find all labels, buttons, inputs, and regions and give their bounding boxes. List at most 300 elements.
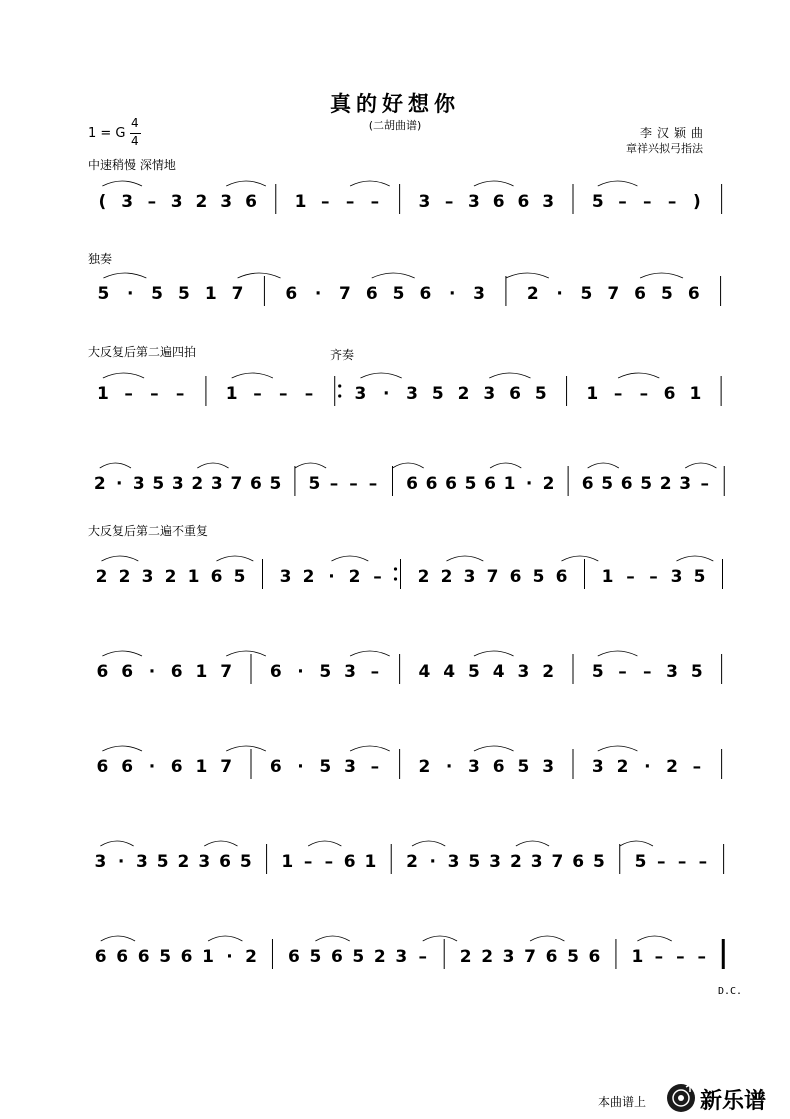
note: 3 (121, 192, 134, 212)
note: 2 (542, 474, 555, 494)
note: 5 (468, 852, 481, 872)
note: · (127, 284, 134, 304)
note: – (345, 192, 355, 212)
note: 4 (418, 662, 431, 682)
score-row-svg (0, 745, 790, 805)
note: 5 (152, 474, 165, 494)
note: 3 (542, 192, 555, 212)
note: 3 (132, 474, 145, 494)
note: · (148, 662, 156, 682)
slur (100, 841, 133, 846)
note: · (148, 757, 156, 777)
note: 2 (164, 567, 177, 587)
note: 2 (659, 474, 672, 494)
note: 4 (492, 662, 505, 682)
time-signature-bottom: 4 (131, 134, 139, 148)
note: 5 (534, 384, 547, 404)
repeat-note-1: 大反复后第二遍四拍 (88, 345, 197, 359)
note: 7 (338, 284, 351, 304)
note: 3 (489, 852, 502, 872)
note: 6 (285, 284, 298, 304)
slur (474, 181, 514, 186)
note: 2 (191, 474, 204, 494)
note: 2 (666, 757, 678, 777)
note: 5 (156, 852, 169, 872)
note: – (368, 474, 378, 494)
brand-logo-icon (666, 1083, 696, 1117)
slur (232, 373, 273, 378)
note: 5 (151, 284, 164, 304)
score-row-svg (0, 372, 790, 432)
note: 6 (121, 662, 134, 682)
note: 2 (302, 567, 315, 587)
score-row-svg (0, 555, 790, 615)
note: – (700, 474, 709, 494)
note: · (383, 384, 390, 404)
note: 3 (171, 474, 184, 494)
note: 3 (210, 474, 223, 494)
score-row-svg (0, 272, 790, 332)
note: 5 (591, 192, 604, 212)
note: 3 (170, 192, 183, 212)
slur (204, 841, 237, 846)
note: 2 (457, 384, 470, 404)
note: 1 (364, 852, 377, 872)
note: · (449, 284, 456, 304)
slur (423, 936, 457, 941)
note: 7 (231, 284, 244, 304)
note: 6 (517, 192, 530, 212)
slur (103, 273, 146, 278)
slur (588, 463, 619, 468)
slur (677, 556, 714, 561)
note: – (370, 757, 380, 777)
note: – (253, 384, 262, 404)
note: 5 (567, 947, 579, 967)
note: 2 (526, 284, 539, 304)
note: 7 (220, 757, 233, 777)
brand-name: 新乐谱 (700, 1089, 767, 1114)
note: 3 (473, 284, 486, 304)
note: 3 (591, 757, 604, 777)
note: 3 (344, 757, 356, 777)
note: – (618, 192, 627, 212)
note: – (418, 947, 427, 967)
score-row (0, 840, 790, 920)
note: 6 (269, 662, 282, 682)
note: 3 (502, 947, 515, 967)
slur (217, 556, 254, 561)
note: 4 (443, 662, 456, 682)
note: 6 (406, 474, 418, 494)
note: 6 (509, 384, 521, 404)
score-row-svg (0, 840, 790, 900)
slur (598, 181, 638, 186)
note: – (654, 947, 664, 967)
slur (102, 556, 139, 561)
slur (226, 651, 266, 656)
note: – (304, 384, 314, 404)
note: 2 (418, 757, 431, 777)
note: · (297, 757, 304, 777)
note: 6 (545, 947, 558, 967)
page-subtitle: (二胡曲谱) (368, 119, 422, 132)
slur (350, 746, 390, 751)
note: 6 (288, 947, 300, 967)
note: 3 (463, 567, 476, 587)
slur (226, 181, 266, 186)
note: 6 (245, 192, 257, 212)
slur (490, 463, 521, 468)
note: 2 (440, 567, 453, 587)
note: – (639, 384, 649, 404)
note: 7 (230, 474, 243, 494)
note: 3 (344, 662, 356, 682)
note: 3 (447, 852, 460, 872)
note: 5 (233, 567, 246, 587)
note: 1 (503, 474, 516, 494)
note: – (613, 384, 623, 404)
slur (308, 841, 341, 846)
slur (474, 651, 514, 656)
note: 6 (121, 757, 134, 777)
note: 2 (542, 662, 555, 682)
note: – (349, 474, 358, 494)
note: 1 (187, 567, 200, 587)
note: 5 (269, 474, 282, 494)
note: · (297, 662, 304, 682)
note: 1 (631, 947, 644, 967)
note: 5 (601, 474, 614, 494)
slur (640, 273, 683, 278)
note: 1 (281, 852, 294, 872)
note: 7 (220, 662, 233, 682)
score-row-svg (0, 935, 790, 995)
note: 6 (137, 947, 150, 967)
note: – (697, 947, 707, 967)
tempo-marking: 中速稍慢 深情地 (88, 158, 176, 172)
slur (506, 273, 549, 278)
slur (103, 373, 144, 378)
note: 3 (395, 947, 408, 967)
note: 6 (484, 474, 496, 494)
note: 6 (634, 284, 647, 304)
note: 5 (593, 852, 605, 872)
note: 5 (309, 947, 322, 967)
note: 6 (269, 757, 282, 777)
note: 5 (580, 284, 593, 304)
slur (350, 181, 390, 186)
note: 5 (693, 567, 706, 587)
note: 6 (170, 757, 183, 777)
note: 2 (245, 947, 257, 967)
note: 3 (418, 192, 431, 212)
note: – (150, 384, 159, 404)
note: 2 (616, 757, 629, 777)
slur (516, 841, 549, 846)
note: 6 (343, 852, 356, 872)
slur (372, 273, 415, 278)
slur (208, 936, 242, 941)
note: – (657, 852, 666, 872)
slur (226, 746, 266, 751)
note: 6 (365, 284, 378, 304)
note: · (226, 947, 233, 967)
note: – (643, 192, 652, 212)
repeat-note-2: 大反复后第二遍不重复 (88, 524, 209, 538)
note: 6 (445, 474, 457, 494)
note: 3 (279, 567, 292, 587)
note: 7 (486, 567, 499, 587)
slur (598, 651, 638, 656)
note: · (445, 757, 453, 777)
note: 6 (620, 474, 633, 494)
note: 2 (95, 567, 108, 587)
note: · (117, 852, 125, 872)
note: – (643, 662, 652, 682)
note: 3 (679, 474, 692, 494)
note: · (644, 757, 651, 777)
note: 1 (601, 567, 614, 587)
note: 6 (419, 284, 432, 304)
note: 3 (670, 567, 683, 587)
note: – (692, 757, 702, 777)
note: 5 (392, 284, 405, 304)
note: – (676, 947, 685, 967)
note: 3 (94, 852, 107, 872)
slur (562, 556, 599, 561)
note: 3 (141, 567, 154, 587)
note: · (116, 474, 123, 494)
note: – (370, 662, 380, 682)
note: 6 (94, 947, 107, 967)
note: 2 (93, 474, 106, 494)
note: 6 (509, 567, 522, 587)
note: 1 (195, 662, 208, 682)
note: · (429, 852, 437, 872)
note: 2 (417, 567, 430, 587)
note: 1 (225, 384, 238, 404)
note: 5 (517, 757, 530, 777)
note: 1 (202, 947, 214, 967)
note: 6 (210, 567, 223, 587)
score-row-svg (0, 180, 790, 240)
note: – (329, 474, 339, 494)
slur (197, 463, 228, 468)
slur (102, 181, 142, 186)
note: 5 (239, 852, 252, 872)
note: 2 (509, 852, 522, 872)
note: 3 (483, 384, 496, 404)
slur (102, 746, 142, 751)
note: 5 (97, 284, 110, 304)
note: 5 (660, 284, 673, 304)
slur (685, 463, 716, 468)
note: 3 (354, 384, 367, 404)
note: – (444, 192, 454, 212)
note: 5 (177, 284, 190, 304)
note: 3 (468, 757, 480, 777)
note: – (370, 192, 380, 212)
note: 1 (689, 384, 702, 404)
note: ) (692, 192, 701, 212)
arranger: 章祥兴拟弓指法 (626, 142, 703, 155)
score-row (0, 372, 790, 452)
note: – (278, 384, 288, 404)
note: 6 (588, 947, 601, 967)
repeat-dot (394, 577, 397, 580)
note: · (328, 567, 335, 587)
note: 7 (607, 284, 620, 304)
note: 6 (687, 284, 700, 304)
note: 3 (517, 662, 530, 682)
note: 5 (159, 947, 172, 967)
note: – (303, 852, 313, 872)
note: 6 (555, 567, 568, 587)
note: 5 (319, 757, 332, 777)
note: 3 (406, 384, 418, 404)
note: · (556, 284, 563, 304)
note: 5 (308, 474, 321, 494)
key-signature: 1 = G (88, 126, 126, 141)
note: 2 (177, 852, 190, 872)
note: 1 (96, 384, 109, 404)
note: 6 (581, 474, 594, 494)
score-row (0, 462, 790, 542)
note: 3 (542, 757, 555, 777)
slur (489, 373, 530, 378)
note: 6 (170, 662, 183, 682)
score-row (0, 272, 790, 352)
note: 5 (591, 662, 604, 682)
repeat-dot (338, 394, 341, 397)
note: ( (98, 192, 107, 212)
note: 6 (663, 384, 676, 404)
composer: 李汉颖曲 (640, 126, 709, 140)
slur (392, 463, 423, 468)
slur (637, 936, 671, 941)
slur (102, 651, 142, 656)
score-row (0, 555, 790, 635)
note: 2 (195, 192, 208, 212)
score-row-svg (0, 462, 790, 522)
note: – (698, 852, 708, 872)
note: – (373, 567, 382, 587)
note: 2 (481, 947, 494, 967)
note: – (677, 852, 687, 872)
note: 2 (348, 567, 361, 587)
slur (100, 463, 131, 468)
slur (530, 936, 564, 941)
score-row (0, 935, 790, 1015)
note: – (321, 192, 330, 212)
note: 7 (524, 947, 536, 967)
note: – (626, 567, 635, 587)
note: 3 (468, 192, 480, 212)
repeat-dot (338, 384, 341, 387)
slur (598, 746, 638, 751)
note: · (525, 474, 533, 494)
note: 2 (459, 947, 472, 967)
note: 6 (116, 947, 129, 967)
slur (350, 651, 390, 656)
slur (412, 841, 445, 846)
repeat-dot (394, 567, 397, 570)
note: 6 (180, 947, 193, 967)
note: 5 (352, 947, 365, 967)
note: 1 (586, 384, 599, 404)
note: 1 (195, 757, 208, 777)
footer-text: 本曲谱上 (598, 1095, 647, 1109)
note: – (667, 192, 677, 212)
slur (620, 841, 653, 846)
score-row-svg (0, 650, 790, 710)
note: 1 (294, 192, 307, 212)
tutti-label: 齐奏 (330, 348, 355, 362)
note: – (324, 852, 334, 872)
note: 5 (319, 662, 332, 682)
slur (332, 556, 369, 561)
note: 3 (530, 852, 543, 872)
note: 3 (666, 662, 678, 682)
note: 6 (96, 662, 109, 682)
da-capo-mark: D.C. (718, 986, 743, 997)
note: 2 (406, 852, 418, 872)
note: 5 (634, 852, 647, 872)
note: 5 (532, 567, 545, 587)
solo-label: 独奏 (88, 252, 113, 266)
note: 3 (220, 192, 233, 212)
slur (618, 373, 659, 378)
note: 3 (198, 852, 211, 872)
note: 7 (551, 852, 564, 872)
note: 2 (373, 947, 386, 967)
note: 2 (118, 567, 131, 587)
note: 5 (464, 474, 477, 494)
note: 6 (492, 757, 505, 777)
score-row (0, 650, 790, 730)
note: – (618, 662, 627, 682)
note: 6 (492, 192, 505, 212)
time-signature-top: 4 (131, 116, 139, 130)
note: – (649, 567, 658, 587)
note: 6 (572, 852, 585, 872)
note: 5 (690, 662, 703, 682)
slur (238, 273, 281, 278)
note: 6 (96, 757, 109, 777)
score-row (0, 745, 790, 825)
note: 3 (136, 852, 148, 872)
note: – (147, 192, 157, 212)
note: · (314, 284, 322, 304)
note: 5 (431, 384, 444, 404)
note: 6 (330, 947, 343, 967)
note: 5 (640, 474, 653, 494)
note: – (175, 384, 185, 404)
slur (474, 746, 514, 751)
slur (295, 463, 326, 468)
page-title: 真的好想你 (330, 91, 460, 116)
note: 6 (425, 474, 438, 494)
note: 6 (219, 852, 231, 872)
note: – (124, 384, 133, 404)
slur (447, 556, 484, 561)
note: 6 (249, 474, 262, 494)
score-row (0, 180, 790, 260)
slur (360, 373, 401, 378)
slur (315, 936, 349, 941)
note: 5 (468, 662, 480, 682)
